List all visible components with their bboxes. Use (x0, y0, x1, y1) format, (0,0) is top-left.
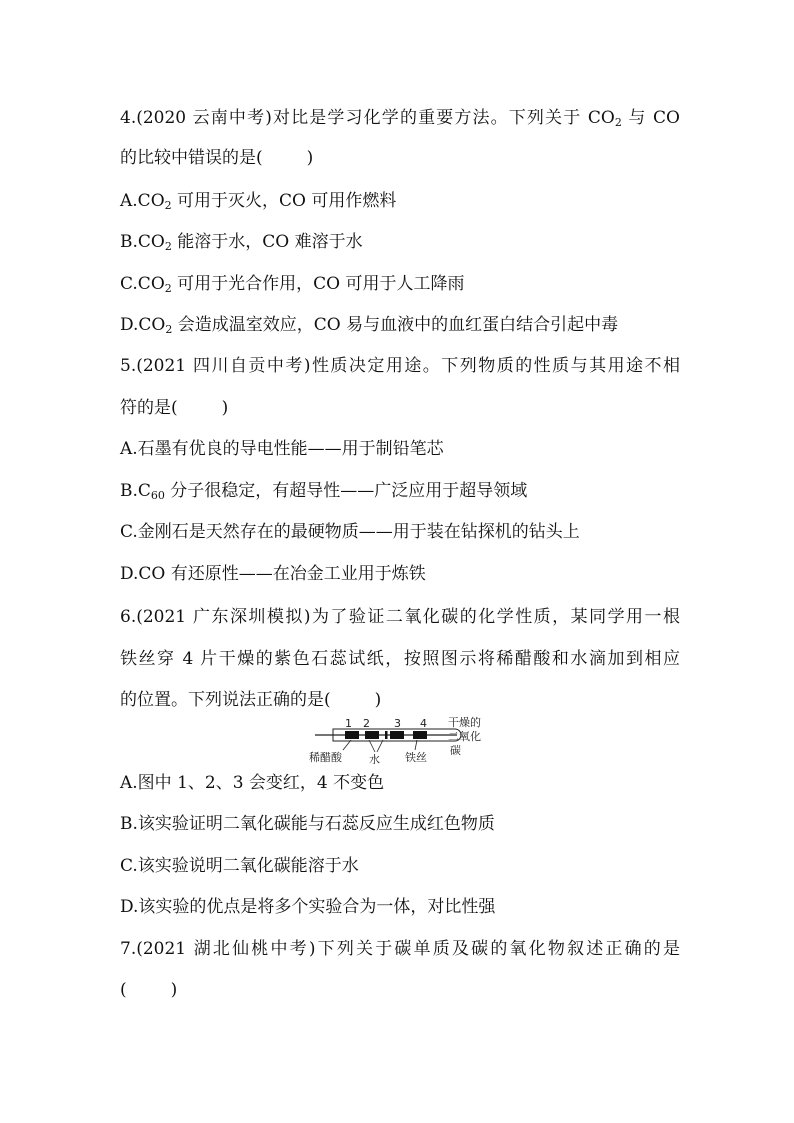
q6-option-c: C.该实验说明二氧化碳能溶于水 (120, 856, 359, 876)
q4-option-a: $A.CO_2$ 可用于灭火，CO 可用作燃料 (120, 191, 397, 212)
q6-option-d: D.该实验的优点是将多个实验合为一体，对比性强 (120, 897, 496, 917)
q6-stem-line1: 6.(2021 广东深圳模拟)为了验证二氧化碳的化学性质，某同学用一根 (120, 607, 680, 627)
q6-stem-line2: 铁丝穿 4 片干燥的紫色石蕊试纸，按照图示将稀醋酸和水滴加到相应 (120, 649, 680, 669)
q4-option-d: $D.CO_2$ 会造成温室效应，CO 易与血液中的血红蛋白结合引起中毒 (120, 315, 619, 336)
label-iron-wire: 铁丝 (405, 751, 427, 764)
q6-stem-line3: 的位置。下列说法正确的是( ) (120, 690, 382, 710)
q5-option-a: A.石墨有优良的导电性能——用于制铅笔芯 (120, 439, 444, 459)
paper-number-2: 2 (363, 717, 370, 730)
paper-number-4: 4 (420, 717, 427, 730)
label-dry-co2-line1: 干燥的 (448, 716, 481, 729)
label-dilute-acetic-acid: 稀醋酸 (309, 751, 342, 764)
q5-stem-line1: 5.(2021 四川自贡中考)性质决定用途。下列物质的性质与其用途不相 (120, 356, 680, 376)
litmus-paper-3 (390, 731, 404, 739)
q7-stem-line1: 7.(2021 湖北仙桃中考)下列关于碳单质及碳的氧化物叙述正确的是 (120, 939, 680, 959)
litmus-paper-2 (365, 731, 379, 739)
experiment-diagram (305, 716, 485, 764)
litmus-paper-4 (413, 731, 427, 739)
paper-number-3: 3 (394, 717, 401, 730)
q4-option-b: $B.CO_2$ 能溶于水，CO 难溶于水 (120, 232, 363, 253)
q7-stem-line2: ( ) (120, 980, 178, 1000)
pointer-water-left (369, 740, 375, 752)
stopper-mark (385, 731, 388, 739)
litmus-paper-1 (345, 731, 359, 739)
pointer-water-right (377, 740, 383, 752)
q6-option-b: B.该实验证明二氧化碳能与石蕊反应生成红色物质 (120, 814, 495, 834)
q4-stem-line2: 的比较中错误的是( ) (120, 148, 314, 168)
q5-option-d: D.CO 有还原性——在冶金工业用于炼铁 (120, 564, 426, 584)
label-water: 水 (369, 753, 380, 764)
q6-option-a: A.图中 1、2、3 会变红，4 不变色 (120, 773, 385, 793)
label-dry-co2-line3: 碳 (450, 744, 461, 757)
q4-stem-line1: 4.(2020 云南中考)对比是学习化学的重要方法。下列关于 $CO_2$ 与 CO (120, 108, 680, 129)
q4-option-c: $C.CO_2$ 可用于光合作用，CO 可用于人工降雨 (120, 274, 465, 295)
q5-option-c: C.金刚石是天然存在的最硬物质——用于装在钻探机的钻头上 (120, 522, 580, 542)
q5-stem-line2: 符的是( ) (120, 398, 229, 418)
label-dry-co2-line2: 二氧化 (448, 730, 481, 743)
q5-option-b: $B.C_{60}$ 分子很稳定，有超导性——广泛应用于超导领域 (120, 481, 528, 502)
paper-number-1: 1 (345, 717, 352, 730)
